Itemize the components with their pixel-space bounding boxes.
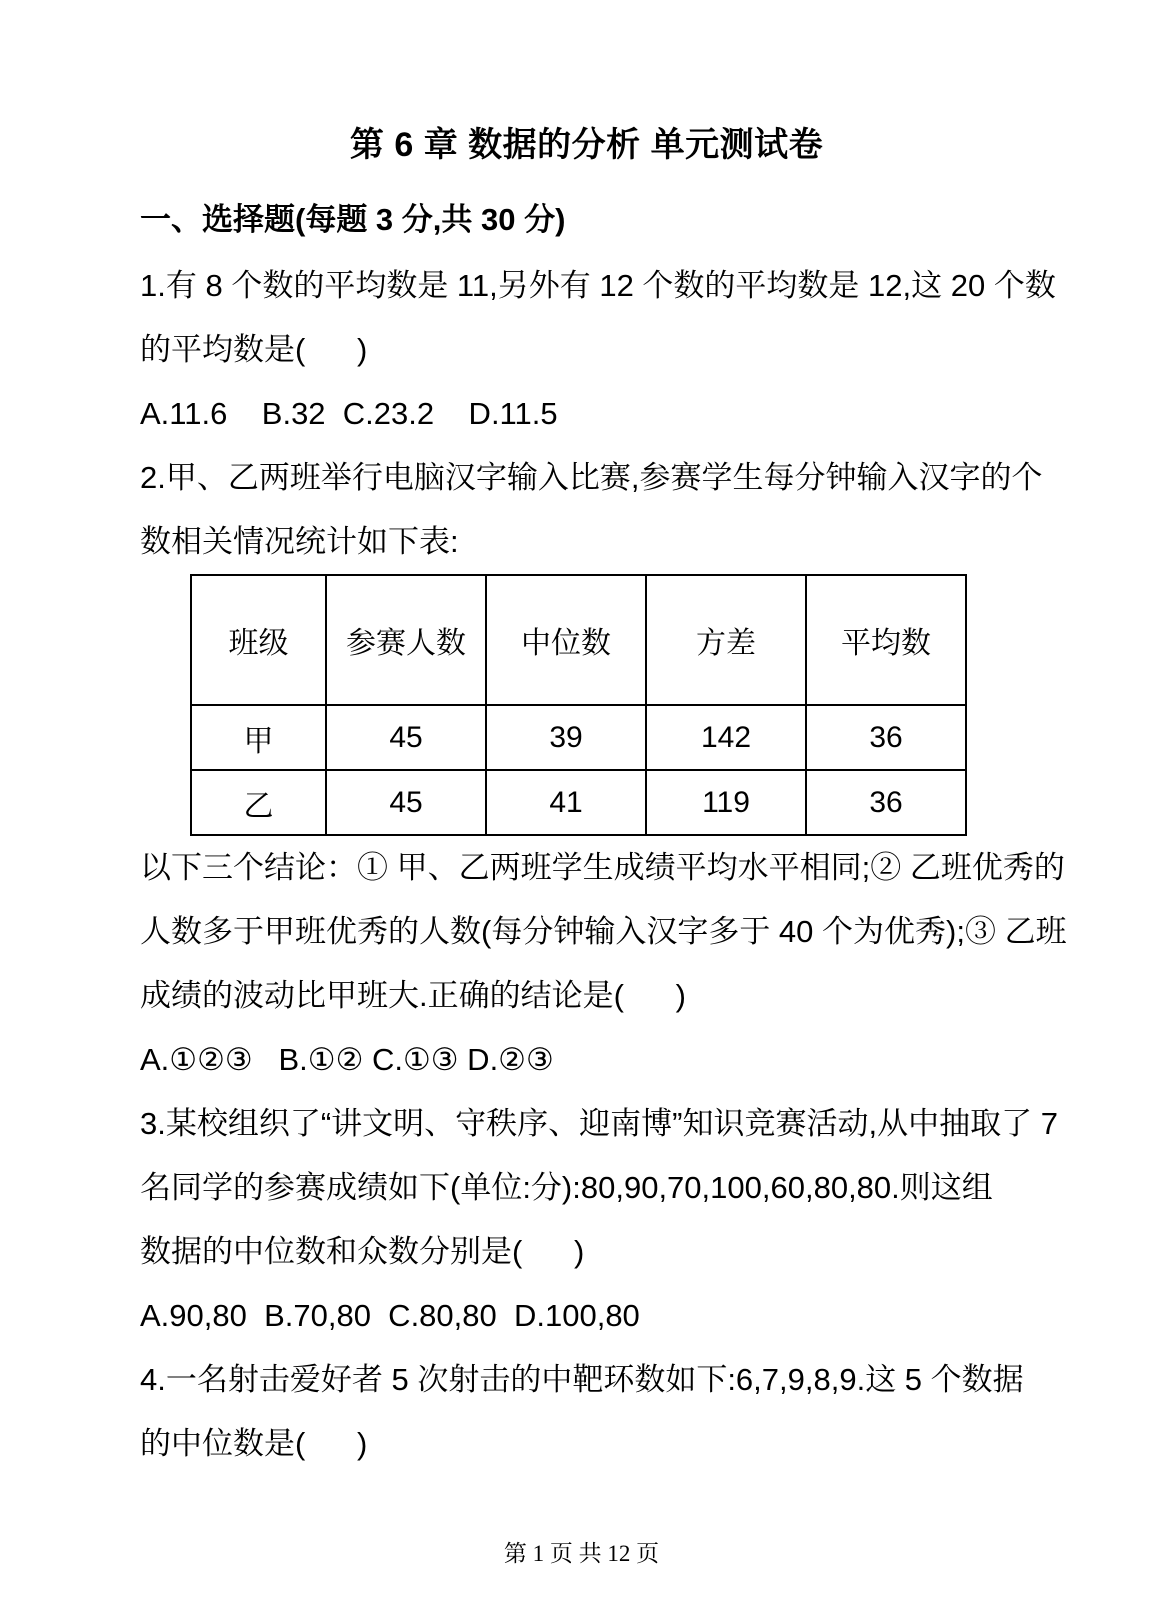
table-cell-mean: 36 [806,705,966,770]
table-cell-median: 39 [486,705,646,770]
question-2-conclusion-line-1: 以下三个结论：① 甲、乙两班学生成绩平均水平相同;② 乙班优秀的 [140,850,1065,885]
question-3-line-3: 数据的中位数和众数分别是( ) [140,1234,585,1269]
table-cell-mean: 36 [806,770,966,835]
section-heading-choice-questions: 一、选择题(每题 3 分,共 30 分) [140,202,566,237]
table-header-variance: 方差 [646,575,806,705]
table-cell-variance: 142 [646,705,806,770]
table-row-class-jia [191,705,966,770]
table-header-class: 班级 [191,575,326,705]
table-header-median: 中位数 [486,575,646,705]
table-header-mean: 平均数 [806,575,966,705]
question-2-line-2: 数相关情况统计如下表: [140,524,459,559]
question-3-line-2: 名同学的参赛成绩如下(单位:分):80,90,70,100,60,80,80.则这组 [140,1170,993,1205]
question-1-line-1: 1.有 8 个数的平均数是 11,另外有 12 个数的平均数是 12,这 20 个数 [140,268,1056,303]
question-4-line-1: 4.一名射击爱好者 5 次射击的中靶环数如下:6,7,9,8,9.这 5 个数据 [140,1362,1024,1397]
table-cell-variance: 119 [646,770,806,835]
question-2-conclusion-line-2: 人数多于甲班优秀的人数(每分钟输入汉字多于 40 个为优秀);③ 乙班 [140,914,1067,949]
question-3-options: A.90,80 B.70,80 C.80,80 D.100,80 [140,1298,640,1333]
document-title: 第 6 章 数据的分析 单元测试卷 [349,126,824,164]
question-2-conclusion-line-3: 成绩的波动比甲班大.正确的结论是( ) [140,978,686,1013]
question-2-options: A.①②③ B.①② C.①③ D.②③ [140,1042,554,1077]
table-cell-class: 甲 [191,705,326,770]
question-2-line-1: 2.甲、乙两班举行电脑汉字输入比赛,参赛学生每分钟输入汉字的个 [140,460,1043,495]
question-1-line-2: 的平均数是( ) [140,332,368,367]
table-row-class-yi [191,770,966,835]
table-cell-participants: 45 [326,705,486,770]
class-statistics-table [190,574,967,836]
page-number-footer: 第 1 页 共 12 页 [503,1541,660,1566]
question-1-options: A.11.6 B.32 C.23.2 D.11.5 [140,396,558,431]
question-3-line-1: 3.某校组织了“讲文明、守秩序、迎南博”知识竞赛活动,从中抽取了 7 [140,1106,1058,1141]
table-cell-participants: 45 [326,770,486,835]
table-cell-median: 41 [486,770,646,835]
question-4-line-2: 的中位数是( ) [140,1426,368,1461]
table-header-participants: 参赛人数 [326,575,486,705]
table-header-row [191,575,966,705]
table-cell-class: 乙 [191,770,326,835]
